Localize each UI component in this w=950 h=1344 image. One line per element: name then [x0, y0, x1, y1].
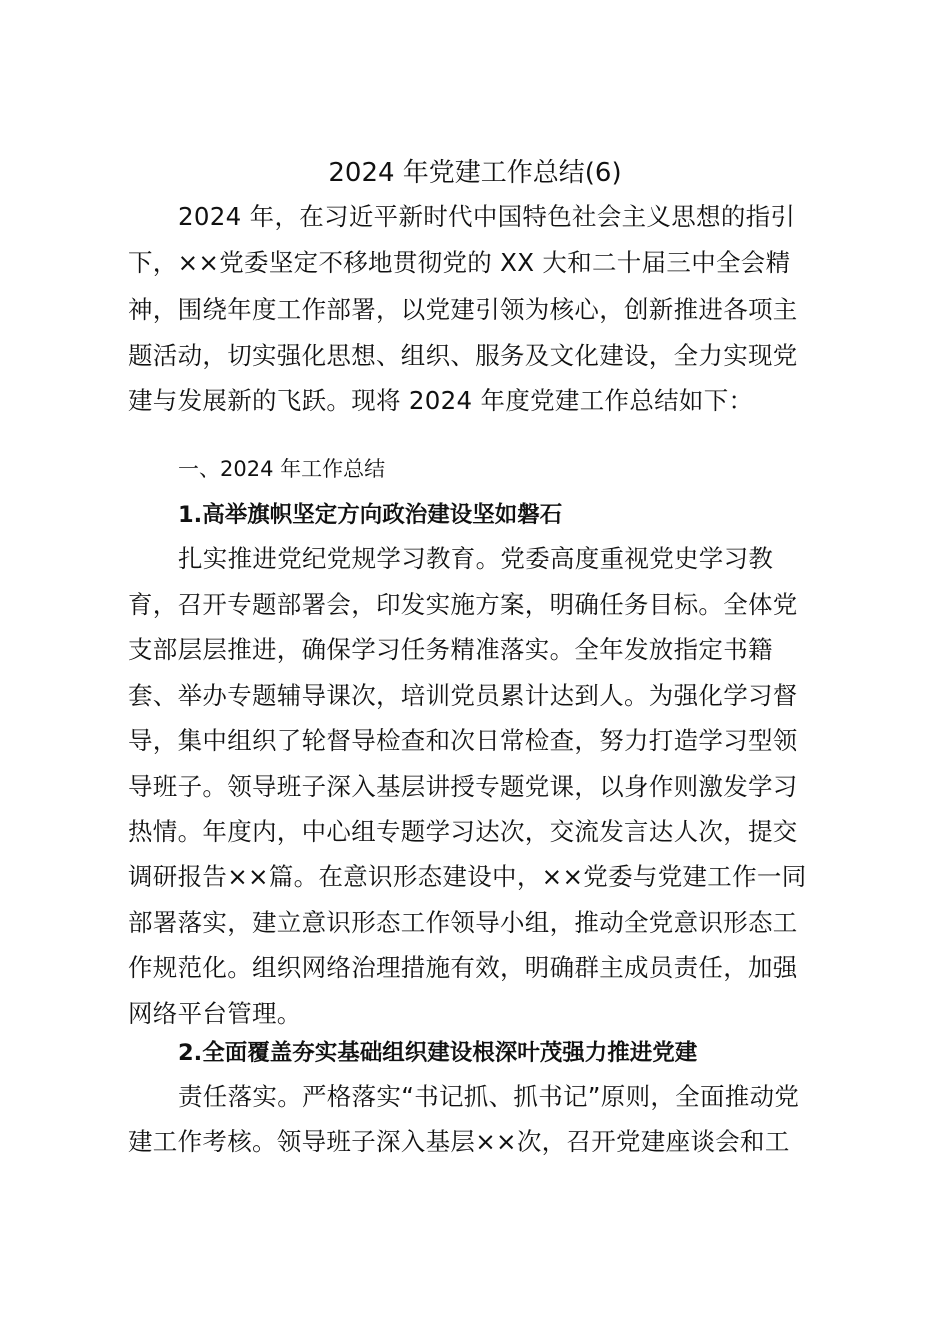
- subheading-1: 1.高举旗帜坚定方向政治建设坚如磐石: [178, 502, 563, 528]
- document-title: 2024 年党建工作总结(6): [328, 158, 622, 188]
- intro-line-1: 2024 年，在习近平新时代中国特色社会主义思想的指引: [178, 202, 796, 231]
- subheading-2: 2.全面覆盖夯实基础组织建设根深叶茂强力推进党建: [178, 1040, 698, 1066]
- intro-line-5: 建与发展新的飞跃。现将 2024 年度党建工作总结如下：: [128, 386, 754, 415]
- paragraph-1-line-9: 部署落实，建立意识形态工作领导小组，推动全党意识形态工: [128, 908, 798, 937]
- paragraph-1-line-11: 网络平台管理。: [128, 999, 302, 1028]
- paragraph-1-line-7: 热情。年度内，中心组专题学习达次，交流发言达人次，提交: [128, 817, 798, 846]
- section-heading: 一、2024 年工作总结: [178, 457, 386, 481]
- paragraph-2-line-2: 建工作考核。领导班子深入基层××次，召开党建座谈会和工: [128, 1127, 790, 1156]
- intro-line-4: 题活动，切实强化思想、组织、服务及文化建设，全力实现党: [128, 341, 798, 370]
- paragraph-1-line-2: 育，召开专题部署会，印发实施方案，明确任务目标。全体党: [128, 590, 798, 619]
- intro-line-3: 神，围绕年度工作部署，以党建引领为核心，创新推进各项主: [128, 295, 798, 324]
- paragraph-1-line-1: 扎实推进党纪党规学习教育。党委高度重视党史学习教: [178, 544, 774, 573]
- paragraph-1-line-10: 作规范化。组织网络治理措施有效，明确群主成员责任，加强: [128, 953, 798, 982]
- paragraph-1-line-3: 支部层层推进，确保学习任务精准落实。全年发放指定书籍: [128, 635, 773, 664]
- intro-line-2: 下，××党委坚定不移地贯彻党的 XX 大和二十届三中全会精: [128, 248, 791, 277]
- paragraph-1-line-5: 导，集中组织了轮督导检查和次日常检查，努力打造学习型领: [128, 726, 798, 755]
- paragraph-1-line-4: 套、举办专题辅导课次，培训党员累计达到人。为强化学习督: [128, 681, 798, 710]
- paragraph-2-line-1: 责任落实。严格落实“书记抓、抓书记”原则，全面推动党: [178, 1082, 800, 1111]
- paragraph-1-line-6: 导班子。领导班子深入基层讲授专题党课，以身作则激发学习: [128, 772, 798, 801]
- paragraph-1-line-8: 调研报告××篇。在意识形态建设中，××党委与党建工作一同: [128, 862, 807, 891]
